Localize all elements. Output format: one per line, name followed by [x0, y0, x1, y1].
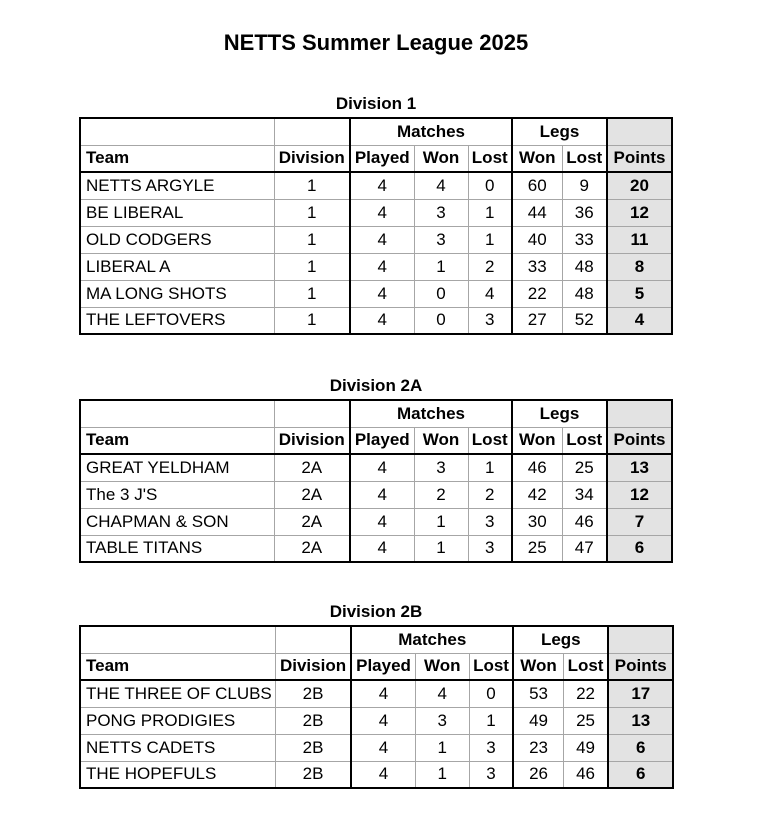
column-header-row — [80, 145, 672, 172]
column-header-row — [80, 427, 672, 454]
legs-won-cell: 27 — [512, 307, 562, 334]
division-cell: 1 — [274, 226, 350, 253]
lost-cell: 2 — [468, 253, 512, 280]
won-cell: 1 — [415, 734, 469, 761]
points-cell: 13 — [607, 454, 672, 481]
won-cell: 1 — [415, 761, 469, 788]
legs-lost-cell: 22 — [563, 680, 608, 707]
division-column-header: Division — [274, 427, 350, 454]
legs-won-column-header: Won — [513, 653, 563, 680]
legs-lost-cell: 36 — [562, 199, 607, 226]
table-row — [80, 199, 672, 226]
matches-group-header: Matches — [350, 400, 512, 427]
lost-cell: 1 — [468, 454, 512, 481]
division-cell: 1 — [274, 280, 350, 307]
empty-header-cell — [275, 626, 351, 653]
page-title: NETTS Summer League 2025 — [223, 30, 529, 55]
team-name-cell: THE HOPEFULS — [80, 761, 275, 788]
won-column-header: Won — [414, 145, 468, 172]
division-column-header: Division — [274, 145, 350, 172]
played-column-header: Played — [350, 427, 414, 454]
points-cell: 13 — [608, 707, 673, 734]
played-cell: 4 — [351, 761, 415, 788]
won-cell: 3 — [414, 454, 468, 481]
legs-lost-cell: 25 — [562, 454, 607, 481]
team-name-cell: OLD CODGERS — [80, 226, 274, 253]
team-name-cell: NETTS ARGYLE — [80, 172, 274, 199]
points-cell: 6 — [608, 734, 673, 761]
team-name-cell: THE LEFTOVERS — [80, 307, 274, 334]
played-cell: 4 — [350, 454, 414, 481]
lost-cell: 2 — [468, 481, 512, 508]
points-cell: 6 — [608, 761, 673, 788]
legs-won-cell: 25 — [512, 535, 562, 562]
lost-cell: 1 — [468, 226, 512, 253]
team-name-cell: BE LIBERAL — [80, 199, 274, 226]
won-cell: 0 — [414, 307, 468, 334]
points-cell: 4 — [607, 307, 672, 334]
legs-group-header: Legs — [513, 626, 608, 653]
lost-column-header: Lost — [468, 145, 512, 172]
points-column-header: Points — [607, 427, 672, 454]
team-name-cell: The 3 J'S — [80, 481, 274, 508]
team-name-cell: NETTS CADETS — [80, 734, 275, 761]
legs-group-header: Legs — [512, 400, 607, 427]
lost-column-header: Lost — [468, 427, 512, 454]
legs-lost-column-header: Lost — [562, 427, 607, 454]
legs-lost-cell: 25 — [563, 707, 608, 734]
division-title: Division 2B — [329, 602, 423, 621]
won-cell: 3 — [414, 199, 468, 226]
team-name-cell: PONG PRODIGIES — [80, 707, 275, 734]
won-cell: 2 — [414, 481, 468, 508]
division-column-header: Division — [275, 653, 351, 680]
team-name-cell: THE THREE OF CLUBS — [80, 680, 275, 707]
division-title: Division 1 — [335, 94, 417, 113]
team-column-header: Team — [80, 653, 275, 680]
empty-header-cell — [274, 400, 350, 427]
played-cell: 4 — [350, 508, 414, 535]
lost-cell: 3 — [468, 307, 512, 334]
played-cell: 4 — [351, 707, 415, 734]
legs-won-cell: 53 — [513, 680, 563, 707]
group-header-row — [80, 118, 672, 145]
team-name-cell: TABLE TITANS — [80, 535, 274, 562]
played-cell: 4 — [351, 680, 415, 707]
points-cell: 12 — [607, 199, 672, 226]
lost-cell: 0 — [469, 680, 513, 707]
matches-group-header: Matches — [350, 118, 512, 145]
team-name-cell: LIBERAL A — [80, 253, 274, 280]
division-cell: 2A — [274, 535, 350, 562]
lost-cell: 3 — [469, 734, 513, 761]
division-cell: 2B — [275, 734, 351, 761]
lost-cell: 1 — [468, 199, 512, 226]
won-cell: 3 — [414, 226, 468, 253]
lost-cell: 4 — [468, 280, 512, 307]
standings-table — [79, 625, 674, 789]
lost-cell: 1 — [469, 707, 513, 734]
legs-won-cell: 42 — [512, 481, 562, 508]
points-cell: 12 — [607, 481, 672, 508]
legs-lost-cell: 33 — [562, 226, 607, 253]
legs-group-header: Legs — [512, 118, 607, 145]
played-cell: 4 — [350, 481, 414, 508]
points-cell: 7 — [607, 508, 672, 535]
played-cell: 4 — [350, 280, 414, 307]
legs-won-column-header: Won — [512, 145, 562, 172]
table-row — [80, 307, 672, 334]
won-cell: 3 — [415, 707, 469, 734]
played-column-header: Played — [350, 145, 414, 172]
standings-table — [79, 399, 673, 563]
legs-won-cell: 30 — [512, 508, 562, 535]
lost-cell: 0 — [468, 172, 512, 199]
legs-won-cell: 23 — [513, 734, 563, 761]
division-cell: 2B — [275, 761, 351, 788]
points-cell: 20 — [607, 172, 672, 199]
standings-table — [79, 117, 673, 335]
legs-won-cell: 26 — [513, 761, 563, 788]
legs-lost-cell: 48 — [562, 280, 607, 307]
table-row — [80, 680, 673, 707]
legs-won-cell: 33 — [512, 253, 562, 280]
empty-header-cell — [80, 400, 274, 427]
division-cell: 2A — [274, 481, 350, 508]
division-cell: 1 — [274, 172, 350, 199]
division-cell: 2B — [275, 707, 351, 734]
legs-lost-cell: 49 — [563, 734, 608, 761]
team-name-cell: MA LONG SHOTS — [80, 280, 274, 307]
legs-won-cell: 49 — [513, 707, 563, 734]
team-column-header: Team — [80, 427, 274, 454]
legs-won-cell: 40 — [512, 226, 562, 253]
legs-lost-cell: 52 — [562, 307, 607, 334]
lost-cell: 3 — [468, 508, 512, 535]
division-cell: 1 — [274, 253, 350, 280]
legs-won-cell: 46 — [512, 454, 562, 481]
won-cell: 0 — [414, 280, 468, 307]
legs-won-cell: 44 — [512, 199, 562, 226]
played-cell: 4 — [351, 734, 415, 761]
legs-lost-cell: 9 — [562, 172, 607, 199]
won-cell: 1 — [414, 253, 468, 280]
legs-won-column-header: Won — [512, 427, 562, 454]
group-header-row — [80, 626, 673, 653]
division-cell: 1 — [274, 307, 350, 334]
table-row — [80, 454, 672, 481]
table-row — [80, 481, 672, 508]
legs-lost-cell: 47 — [562, 535, 607, 562]
table-row — [80, 535, 672, 562]
won-cell: 1 — [414, 508, 468, 535]
legs-won-cell: 60 — [512, 172, 562, 199]
points-header-blank — [608, 626, 673, 653]
table-row — [80, 172, 672, 199]
matches-group-header: Matches — [351, 626, 513, 653]
won-cell: 1 — [414, 535, 468, 562]
lost-column-header: Lost — [469, 653, 513, 680]
points-cell: 8 — [607, 253, 672, 280]
table-row — [80, 226, 672, 253]
legs-lost-cell: 48 — [562, 253, 607, 280]
won-column-header: Won — [415, 653, 469, 680]
won-cell: 4 — [414, 172, 468, 199]
empty-header-cell — [80, 118, 274, 145]
team-name-cell: GREAT YELDHAM — [80, 454, 274, 481]
table-row — [80, 508, 672, 535]
legs-lost-column-header: Lost — [562, 145, 607, 172]
table-row — [80, 707, 673, 734]
played-cell: 4 — [350, 226, 414, 253]
empty-header-cell — [274, 118, 350, 145]
group-header-row — [80, 400, 672, 427]
team-name-cell: CHAPMAN & SON — [80, 508, 274, 535]
column-header-row — [80, 653, 673, 680]
won-cell: 4 — [415, 680, 469, 707]
legs-lost-cell: 46 — [562, 508, 607, 535]
points-header-blank — [607, 400, 672, 427]
played-cell: 4 — [350, 535, 414, 562]
points-column-header: Points — [607, 145, 672, 172]
points-cell: 5 — [607, 280, 672, 307]
legs-won-cell: 22 — [512, 280, 562, 307]
empty-header-cell — [80, 626, 275, 653]
lost-cell: 3 — [468, 535, 512, 562]
legs-lost-column-header: Lost — [563, 653, 608, 680]
played-cell: 4 — [350, 172, 414, 199]
points-cell: 11 — [607, 226, 672, 253]
points-cell: 6 — [607, 535, 672, 562]
lost-cell: 3 — [469, 761, 513, 788]
points-cell: 17 — [608, 680, 673, 707]
division-cell: 2A — [274, 454, 350, 481]
team-column-header: Team — [80, 145, 274, 172]
points-header-blank — [607, 118, 672, 145]
division-cell: 1 — [274, 199, 350, 226]
points-column-header: Points — [608, 653, 673, 680]
table-row — [80, 761, 673, 788]
legs-lost-cell: 46 — [563, 761, 608, 788]
played-cell: 4 — [350, 253, 414, 280]
played-column-header: Played — [351, 653, 415, 680]
division-cell: 2B — [275, 680, 351, 707]
won-column-header: Won — [414, 427, 468, 454]
played-cell: 4 — [350, 199, 414, 226]
table-row — [80, 253, 672, 280]
division-cell: 2A — [274, 508, 350, 535]
legs-lost-cell: 34 — [562, 481, 607, 508]
table-row — [80, 734, 673, 761]
division-title: Division 2A — [329, 376, 423, 395]
table-row — [80, 280, 672, 307]
played-cell: 4 — [350, 307, 414, 334]
